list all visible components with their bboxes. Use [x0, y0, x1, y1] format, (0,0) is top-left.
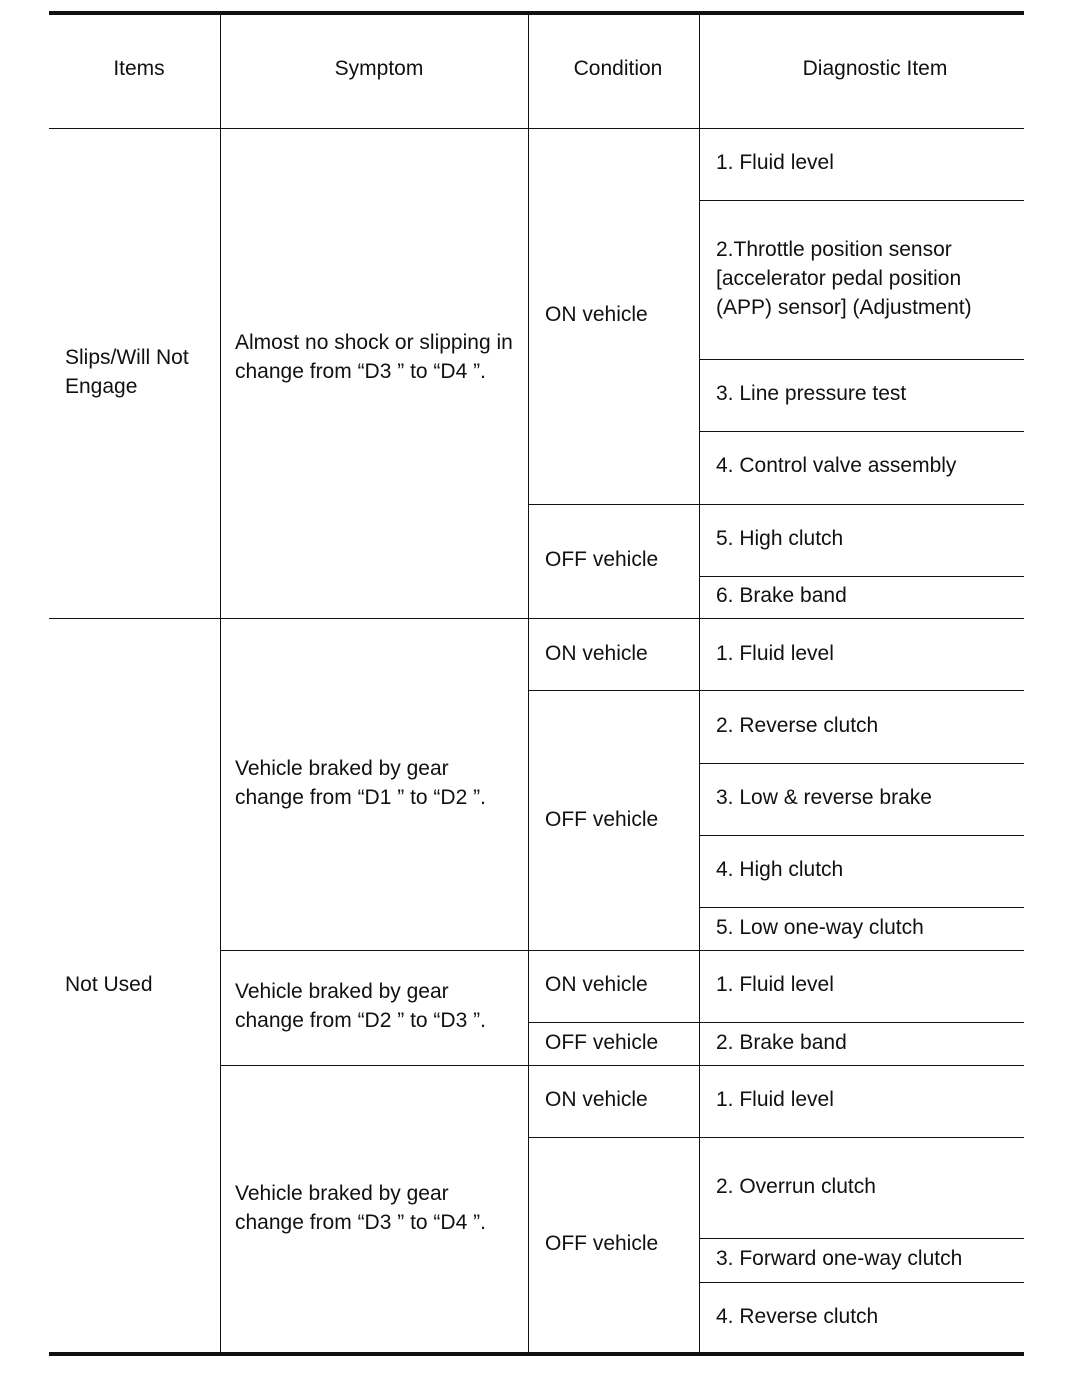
- diagnostic-cell: 5. High clutch: [716, 527, 844, 550]
- header-bottom-rule: [49, 128, 1024, 129]
- condition-cell: ON vehicle: [545, 1088, 648, 1111]
- header-symptom: Symptom: [334, 57, 424, 80]
- diagnostic-divider: [699, 1238, 1024, 1239]
- diagnostic-cell: 2. Brake band: [716, 1031, 847, 1054]
- header-items: Items: [113, 57, 165, 80]
- group-divider-rule: [49, 618, 1024, 619]
- symptom-cell: Vehicle braked by gear change from “D2 ” to “D3 ”.: [235, 980, 486, 1032]
- col-divider-2: [528, 13, 529, 1354]
- diagnostic-cell: 5. Low one-way clutch: [716, 916, 924, 939]
- diagnostic-divider: [699, 431, 1024, 432]
- condition-cell: OFF vehicle: [545, 808, 659, 831]
- col-divider-3: [699, 13, 700, 1354]
- col-divider-1: [220, 13, 221, 1354]
- diagnostic-cell: 1. Fluid level: [716, 642, 834, 665]
- diagnostic-cell: 1. Fluid level: [716, 973, 834, 996]
- condition-cell: OFF vehicle: [545, 548, 659, 571]
- symptom-divider-1: [220, 950, 1024, 951]
- diagnostic-divider: [699, 763, 1024, 764]
- diagnostic-cell: 2.Throttle position sensor [accelerator pedal position (APP) sensor] (Adjustment): [716, 238, 972, 319]
- diagnostic-divider: [699, 907, 1024, 908]
- symptom-cell: Vehicle braked by gear change from “D3 ” to “D4 ”.: [235, 1182, 486, 1234]
- diagnostic-divider: [699, 576, 1024, 577]
- header-diagnostic: Diagnostic Item: [802, 57, 948, 80]
- diagnostic-cell: 3. Line pressure test: [716, 382, 907, 405]
- condition-divider: [528, 1137, 1024, 1138]
- condition-cell: OFF vehicle: [545, 1031, 659, 1054]
- header-condition: Condition: [573, 57, 663, 80]
- symptom-cell: Vehicle braked by gear change from “D1 ” to “D2 ”.: [235, 757, 486, 809]
- diagnostic-cell: 1. Fluid level: [716, 1088, 834, 1111]
- table-bottom-rule: [49, 1352, 1024, 1356]
- diagnostic-cell: 2. Overrun clutch: [716, 1175, 876, 1198]
- condition-cell: ON vehicle: [545, 303, 648, 326]
- diagnostic-cell: 3. Forward one-way clutch: [716, 1247, 963, 1270]
- diagnostic-cell: 1. Fluid level: [716, 151, 834, 174]
- condition-cell: ON vehicle: [545, 973, 648, 996]
- diagnostic-divider: [699, 359, 1024, 360]
- table-top-rule: [49, 11, 1024, 15]
- diagnostic-cell: 4. Reverse clutch: [716, 1305, 879, 1328]
- symptom-divider-2: [220, 1065, 1024, 1066]
- condition-divider: [528, 1022, 1024, 1023]
- diagnostic-cell: 6. Brake band: [716, 584, 847, 607]
- diagnostic-cell: 2. Reverse clutch: [716, 714, 879, 737]
- item-cell: Not Used: [65, 973, 153, 996]
- condition-divider: [528, 690, 1024, 691]
- diagnostic-divider: [699, 835, 1024, 836]
- condition-divider: [528, 504, 1024, 505]
- symptom-cell: Almost no shock or slipping in change from “D3 ” to “D4 ”.: [235, 331, 513, 383]
- diagnostic-divider: [699, 1282, 1024, 1283]
- diagnostic-cell: 4. High clutch: [716, 858, 844, 881]
- diagnostic-cell: 4. Control valve assembly: [716, 454, 957, 477]
- condition-cell: OFF vehicle: [545, 1232, 659, 1255]
- item-cell: Slips/Will Not Engage: [65, 346, 189, 398]
- diagnostic-divider: [699, 200, 1024, 201]
- diagnostic-cell: 3. Low & reverse brake: [716, 786, 932, 809]
- condition-cell: ON vehicle: [545, 642, 648, 665]
